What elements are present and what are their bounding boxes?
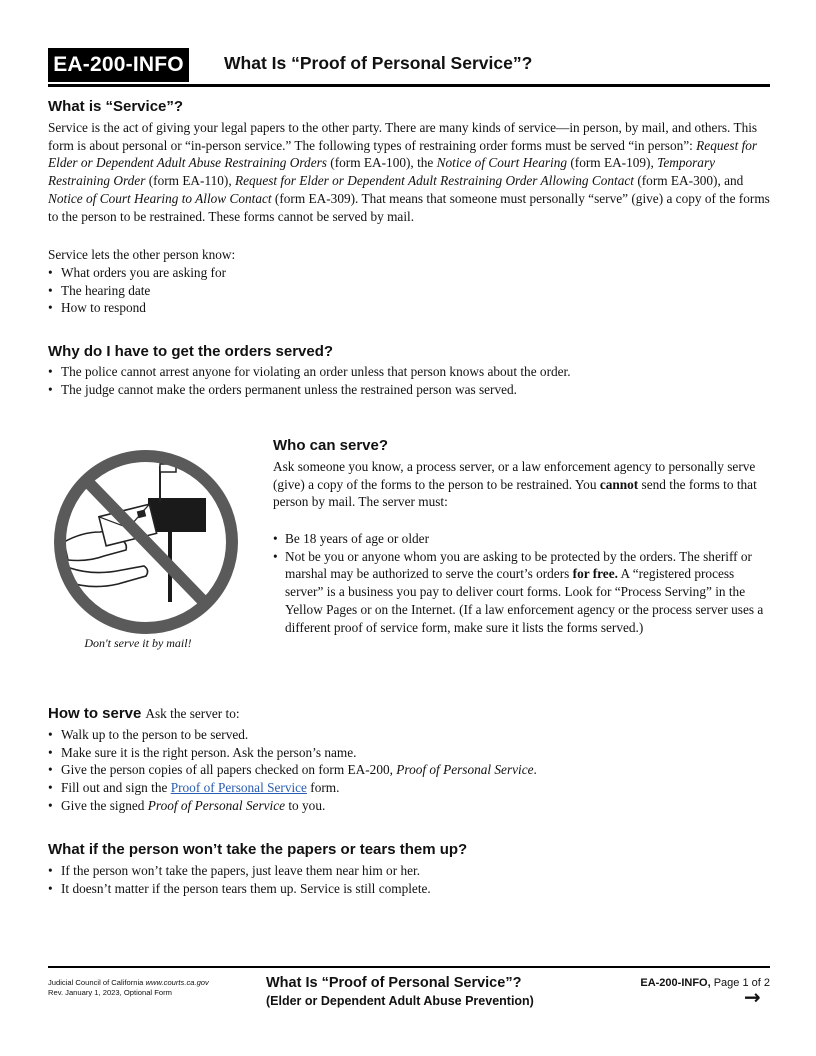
who-paragraph: Ask someone you know, a process server, or a law enforcement agency to personally serve (give) a copy of the forms to the person to be restrained. You cannot send the forms to that person by mail. The server must: xyxy=(273,459,757,510)
list-item: • The police cannot arrest anyone for violating an order unless that person knows about the order. xyxy=(48,363,770,381)
footer-subtitle: (Elder or Dependent Adult Abuse Prevention) xyxy=(266,994,534,1008)
list-item: • It doesn’t matter if the person tears them up. Service is still complete. xyxy=(48,880,770,898)
proof-of-service-link[interactable]: Proof of Personal Service xyxy=(170,780,307,796)
footer-form-number: EA-200-INFO, xyxy=(640,977,711,989)
no-mail-illustration xyxy=(48,446,244,638)
header-divider xyxy=(48,84,770,87)
section-heading-who: Who can serve? xyxy=(273,437,389,454)
who-bullet-list xyxy=(273,530,765,636)
next-page-arrow-icon[interactable]: → xyxy=(744,985,761,1009)
why-bullet-list xyxy=(48,363,770,398)
list-item: • The hearing date xyxy=(48,282,770,300)
section-heading-refuse: What if the person won’t take the papers or tears them up? xyxy=(48,841,468,858)
list-item: • Give the signed Proof of Personal Service to you. xyxy=(48,797,770,815)
form-number-badge: EA-200-INFO xyxy=(48,48,189,82)
how-bullet-list xyxy=(48,726,770,815)
list-item: • The judge cannot make the orders permanent unless the restrained person was served. xyxy=(48,381,770,399)
service-bullet-list xyxy=(48,264,770,317)
section-heading-how: How to serve xyxy=(48,705,142,722)
service-paragraph: Service is the act of giving your legal papers to the other party. There are many kinds of service—in person, by mail, and others. This form is about personal or “in-person service.” The following types of restraining order forms must be served “in person”: Request for Elder or Dependent Adult Abuse Restraining Orders (form EA-100), the Notice of Court Hearing (form EA-109), Temporary Restraining Order (form EA-110), Request for Elder or Dependent Adult Restraining Order Allowing Contact (form EA-300), and Notice of Court Hearing to Allow Contact (form EA-309). That means that someone must personally “serve” (give) a copy of the forms to the person to be restrained. These forms cannot be served by mail. xyxy=(48,120,770,224)
footer-revision: Rev. January 1, 2023, Optional Form xyxy=(48,988,172,997)
section-heading-service: What is “Service”? xyxy=(48,98,184,115)
refuse-bullet-list xyxy=(48,862,770,897)
list-item: • If the person won’t take the papers, just leave them near him or her. xyxy=(48,862,770,880)
list-item: • How to respond xyxy=(48,299,770,317)
how-intro: Ask the server to: xyxy=(145,706,240,721)
list-item: • What orders you are asking for xyxy=(48,264,770,282)
list-item: • Give the person copies of all papers checked on form EA-200, Proof of Personal Service. xyxy=(48,761,770,779)
footer-page-number: Page 1 of 2 xyxy=(713,977,770,989)
list-item: • Walk up to the person to be served. xyxy=(48,726,770,744)
page-title: What Is “Proof of Personal Service”? xyxy=(224,53,533,73)
list-item: • Fill out and sign the Proof of Personal Service form. xyxy=(48,779,770,797)
footer-title: What Is “Proof of Personal Service”? xyxy=(266,975,522,991)
list-item: • Make sure it is the right person. Ask the person’s name. xyxy=(48,744,770,762)
service-intro: Service lets the other person know: xyxy=(48,247,236,262)
list-item: • Be 18 years of age or older xyxy=(273,530,765,548)
list-item: • Not be you or anyone whom you are asking to be protected by the orders. The sheriff or marshal may be authorized to serve the court’s orders for free. A “registered process server” is a business you pay to deliver court forms. Look for “Process Serving” in the Yellow Pages or on the Internet. (If a law enforcement agency or the process server uses a different proof of service form, make sure it lists the forms served.) xyxy=(273,548,765,637)
how-heading-line xyxy=(48,705,770,723)
footer-divider xyxy=(48,966,770,968)
footer-council: Judicial Council of California www.courts.ca.gov xyxy=(48,978,209,987)
section-heading-why: Why do I have to get the orders served? xyxy=(48,343,334,360)
mailbox-icon xyxy=(148,498,206,532)
illustration-caption: Don't serve it by mail! xyxy=(84,636,192,650)
